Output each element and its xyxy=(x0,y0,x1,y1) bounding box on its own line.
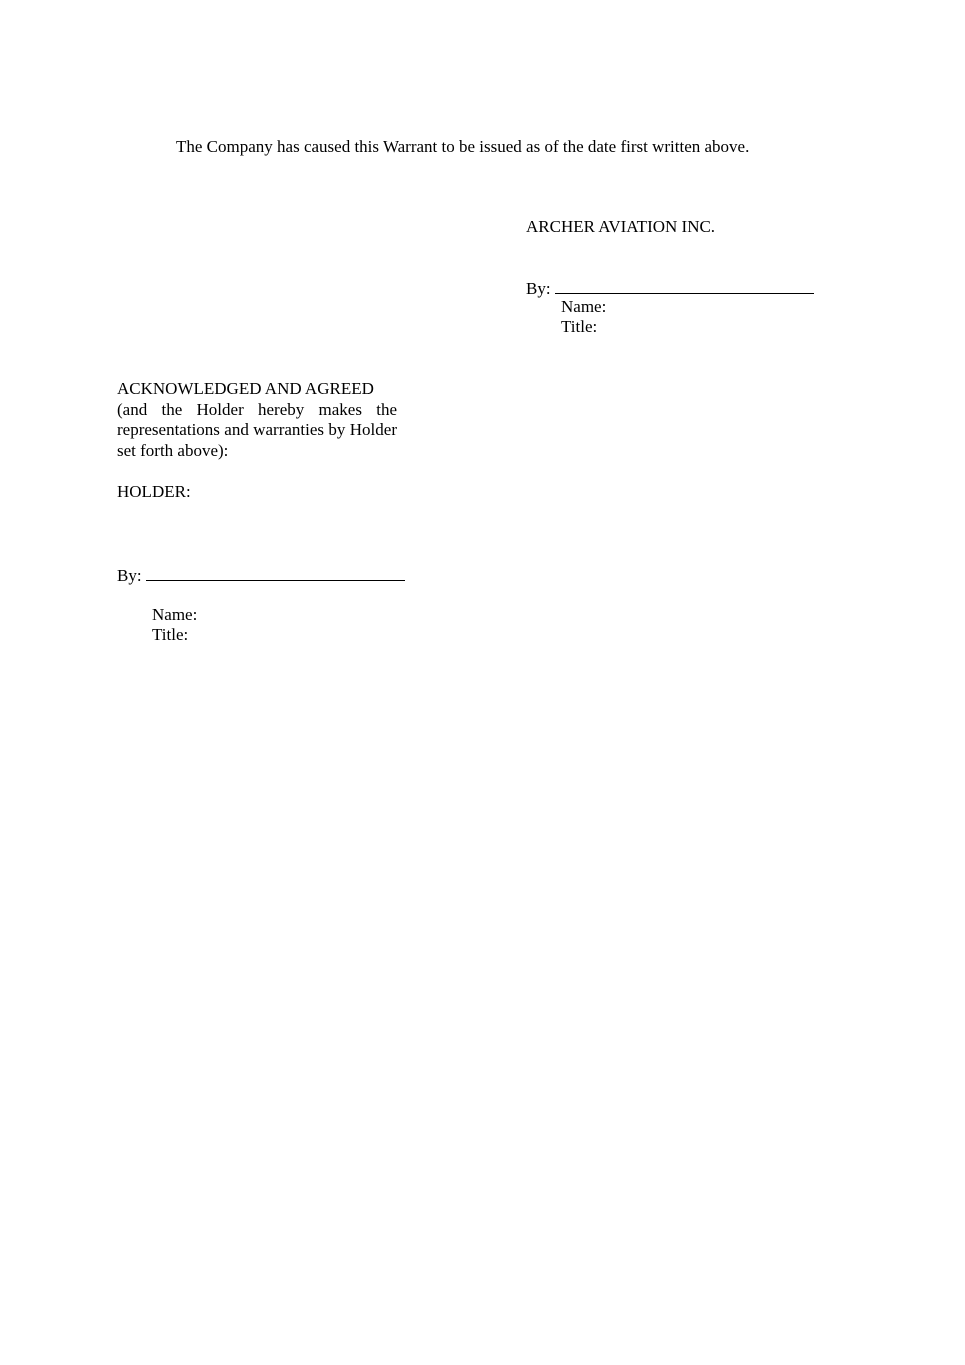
holder-signature-rule xyxy=(146,564,405,581)
company-signature-rule xyxy=(555,277,814,294)
company-signer-title-label: Title: xyxy=(561,317,598,336)
holder-signer-title-label: Title: xyxy=(152,625,189,644)
holder-label: HOLDER: xyxy=(117,482,191,501)
company-signer-name-label: Name: xyxy=(561,297,607,316)
holder-signer-name-label: Name: xyxy=(152,605,198,624)
holder-signature-line xyxy=(117,564,405,586)
company-name: ARCHER AVIATION INC. xyxy=(526,217,716,236)
acknowledgment-text: (and the Holder hereby makes the representations and warranties by Holder set forth above): xyxy=(117,399,397,460)
holder-by-label: By: xyxy=(117,566,142,585)
company-by-label: By: xyxy=(526,279,551,298)
company-signature-line xyxy=(526,277,814,299)
acknowledgment-block xyxy=(117,379,397,461)
acknowledgment-heading: ACKNOWLEDGED AND AGREED xyxy=(117,379,374,398)
intro-statement: The Company has caused this Warrant to be issued as of the date first written above. xyxy=(176,137,750,156)
